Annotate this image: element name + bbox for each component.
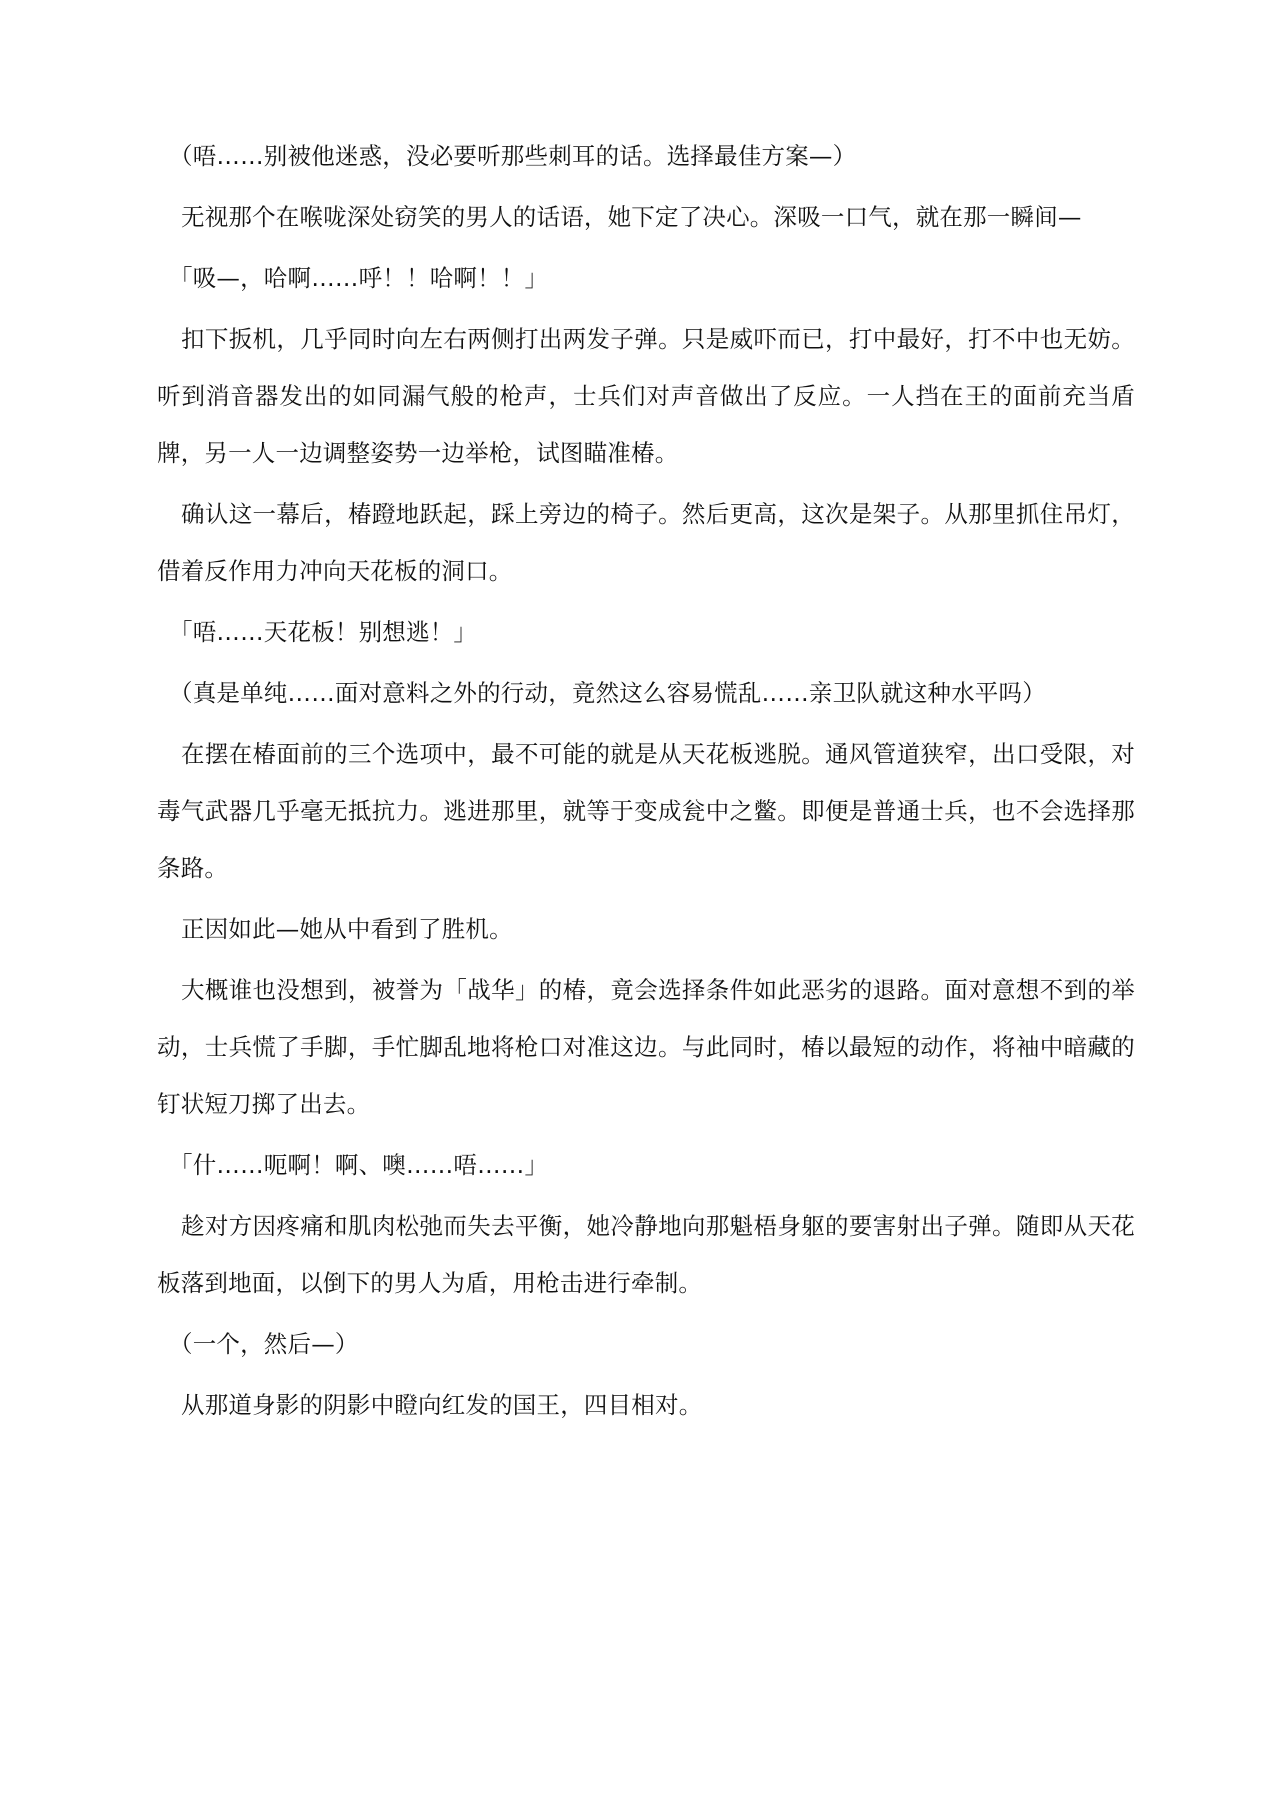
document-page (157, 128, 1135, 1438)
thought-line: （唔……别被他迷惑，没必要听那些刺耳的话。选择最佳方案—） (169, 142, 857, 170)
narration-paragraph: 扣下扳机，几乎同时向左右两侧打出两发子弹。只是威吓而已，打中最好，打不中也无妨。听到消音器发出的如同漏气般的枪声，士兵们对声音做出了反应。一人挡在王的面前充当盾牌，另一人一边调整姿势一边举枪，试图瞄准椿。 (157, 325, 1135, 467)
narration-paragraph: 正因如此—她从中看到了胜机。 (181, 915, 513, 943)
dialog-line: 「唔……天花板！别想逃！」 (169, 618, 478, 646)
narration-paragraph: 从那道身影的阴影中瞪向红发的国王，四目相对。 (181, 1391, 703, 1419)
narration-paragraph: 趁对方因疼痛和肌肉松弛而失去平衡，她冷静地向那魁梧身躯的要害射出子弹。随即从天花板落到地面，以倒下的男人为盾，用枪击进行牵制。 (157, 1212, 1135, 1297)
narration-paragraph: 确认这一幕后，椿蹬地跃起，踩上旁边的椅子。然后更高，这次是架子。从那里抓住吊灯，借着反作用力冲向天花板的洞口。 (157, 500, 1135, 585)
thought-line: （真是单纯……面对意料之外的行动，竟然这么容易慌乱……亲卫队就这种水平吗） (169, 679, 1046, 707)
narration-paragraph: 无视那个在喉咙深处窃笑的男人的话语，她下定了决心。深吸一口气，就在那一瞬间— (181, 203, 1082, 231)
dialog-line: 「什……呃啊！啊、噢……唔……」 (169, 1151, 549, 1179)
dialog-line: 「吸—，哈啊……呼！！哈啊！！」 (169, 264, 549, 292)
narration-paragraph: 大概谁也没想到，被誉为「战华」的椿，竟会选择条件如此恶劣的退路。面对意想不到的举动，士兵慌了手脚，手忙脚乱地将枪口对准这边。与此同时，椿以最短的动作，将袖中暗藏的钉状短刀掷了出去。 (157, 976, 1135, 1118)
narration-paragraph: 在摆在椿面前的三个选项中，最不可能的就是从天花板逃脱。通风管道狭窄，出口受限，对毒气武器几乎毫无抵抗力。逃进那里，就等于变成瓮中之鳖。即便是普通士兵，也不会选择那条路。 (157, 740, 1135, 882)
thought-line: （一个，然后—） (169, 1330, 359, 1358)
